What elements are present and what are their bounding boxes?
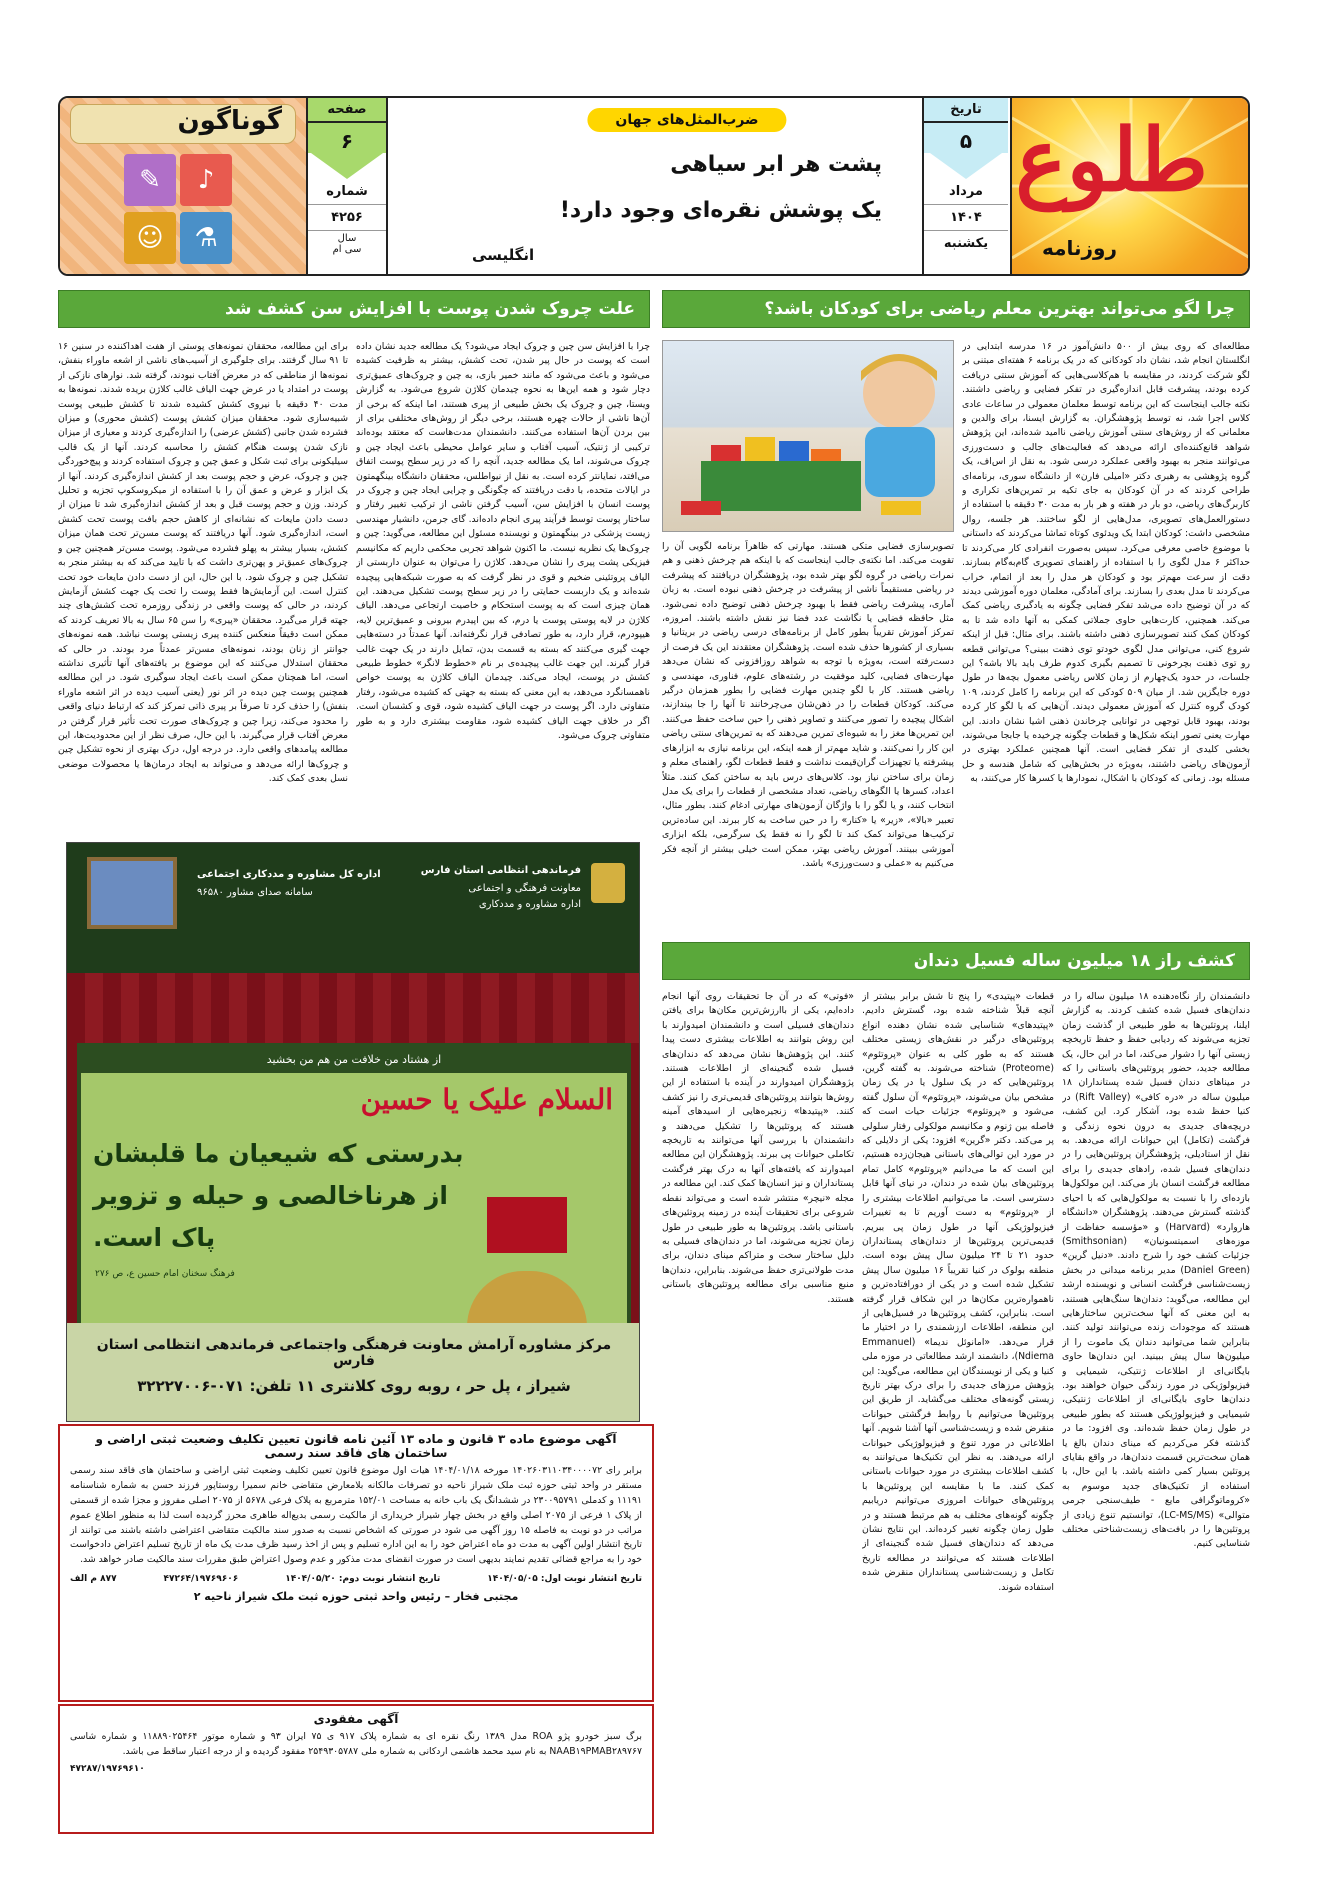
notice-date-1: تاریخ انتشار نوبت اول: ۱۴۰۴/۰۵/۰۵ xyxy=(487,1574,642,1585)
ad-quote-source: فرهنگ سخنان امام حسین ع، ص ۲۷۶ xyxy=(95,1269,235,1279)
article-body-fossil-col3: «فوتی» که در آن جا تحقیقات روی آنها انجام داده‌ایم، یکی از باارزش‌ترین مکان‌ها برای یافتن دندان‌های فسیلی است و دانشمندان امیدوارند با این روش بتوانند به اطلاعات بیشتری دست پیدا کنند. این پژوهش‌ها نشان می‌دهد که دندان‌های فسیل شده گنجینه‌ای از اطلاعات هستند. پژوهشگران امیدوارند در آینده با استفاده از این روش‌ها بتوانند پروتئین‌های قدیمی‌تری را نیز کشف کنند. «پپتیدها» زنجیره‌هایی از اسیدهای آمینه هستند که پروتئین‌ها را تشکیل می‌دهند و دانشمندان با بررسی آنها می‌توانند به تاریخچه تکاملی حیوانات پی ببرند. پژوهشگران این مطالعه امیدوارند که یافته‌های آنها به درک بهتر فرگشت پستانداران و نیز انسان‌ها کمک کند. این مطالعه در مجله «نیچر» منتشر شده است و می‌تواند نقطه شروعی برای تحقیقات آینده در زمینه پروتئین‌های باستانی باشد. پروتئین‌ها به طور طبیعی در طول زمان تجزیه می‌شوند، اما در دندان‌های فسیلی به دلیل ساختار سخت و متراکم مینای دندان، برای مدت طولانی‌تری حفظ می‌شوند. بنابراین، دندان‌ها منبع مناسبی برای مطالعه پروتئین‌های باستانی هستند. xyxy=(662,991,854,1305)
shrine-dome-icon xyxy=(467,1271,587,1327)
microscope-icon: ⚗ xyxy=(180,212,232,264)
notice-ref: ۸۷۷ م الف xyxy=(70,1574,117,1585)
ad-org-line-3: اداره مشاوره و مددکاری xyxy=(478,899,581,910)
ad-org-right-2: سامانه صدای مشاور ۹۶۵۸۰ xyxy=(197,887,313,898)
notice-land-signature: مجتبی فخار – رئیس واحد ثبتی حوزه ثبت ملک شیراز ناحیه ۲ xyxy=(193,1590,519,1604)
lost-notice xyxy=(58,1704,654,1834)
triangle-down-icon xyxy=(930,153,1002,179)
issue-number: ۴۲۵۶ xyxy=(308,205,386,231)
ad-center-line: مرکز مشاوره آرامش معاونت فرهنگی واجتماعی فرماندهی انتظامی استان فارس xyxy=(96,1337,612,1369)
legal-notice-land xyxy=(58,1424,654,1702)
masthead xyxy=(58,96,1250,276)
article-body-lego-col1: مطالعه‌ای که روی بیش از ۵۰۰ دانش‌آموز در ۱۶ مدرسه ابتدایی در انگلستان انجام شد، نشان داد کودکانی که در یک برنامه ۶ هفته‌ای مبتنی بر لگو شرکت کردند، در مقایسه با هم‌کلاسی‌هایی که آموزش سنتی دریافت کرده بودند، پیشرفت قابل اندازه‌گیری در تفکر فضایی و ریاضی داشتند. نکته جالب اینجاست که این برنامه توسط معلمان معمولی در ساعات عادی کلاس اجرا شد، نه توسط پژوهشگران. به گزارش ایسنا، برای والدین و معلمانی که از روش‌های سنتی آموزش ریاضی ناامید شده‌اند، این پژوهش شواهد قانع‌کننده‌ای ارائه می‌دهد که فعالیت‌های جالب و دست‌ورزی می‌توانند منجر به بهبود واقعی عملکرد درسی شود. به نقل از اس‌اف، یک گروه پژوهشی به رهبری دکتر «امیلی فارن» از دانشگاه سوری، برنامه‌ای طراحی کردند که در آن کودکان به جای تکیه بر تمرین‌های تکراری و کاربرگ‌های ریاضی، دو بار در هفته و هر بار به مدت ۳۰ دقیقه با استفاده از دستورالعمل‌های تصویری، مدل‌هایی از لگو ساختند. هر جلسه، روال مشخصی داشت: کودکان ابتدا یک ویدئوی کوتاه تماشا می‌کردند که داستانی با موضوع خاصی معرفی می‌کرد. سپس به‌صورت انفرادی کار می‌کردند تا حداکثر ۶ مدل لگوی را با استفاده از راهنمای تصویری گام‌به‌گام بسازند. دقت از سرعت مهم‌تر بود و کودکان هر مدل را بعد از اتمام، خراب می‌کردند تا مدل بعدی را بسازند. برای آمادگی، معلمان دوره آموزشی دیدند که در آن توضیح داده می‌شد تفکر فضایی چگونه به یادگیری ریاضی کمک می‌کند. همچنین، کارت‌هایی حاوی جملاتی کمکی به آنها داده شد تا به کودکان کمک کنند تصویرسازی ذهنی داشته باشند. برای مثال: قبل از اینکه شروع کنی، می‌توانی مدل لگوی خودتو توی ذهنت ببینی؟ می‌توانی قطعه رو توی ذهنت بچرخونی تا تصمیم بگیری کدوم طرف باید بالا باشه؟ این جلسات، در حدود یک‌چهارم از زمان کلاس ریاضی معمول بچه‌ها در طول دوره جایگزین شد. از میان ۵۰۹ کودکی که این برنامه را کامل کردند، ۱۰۹ کودک گروه کنترل که آموزش معمولی دیدند. آن‌هایی که با لگو کار کرده بودند، بهبود قابل توجهی در توانایی چرخاندن ذهنی اشیا نشان دادند. این مهارت یعنی تصور اینکه شکل‌ها و قطعات چگونه چرخیده یا جابجا می‌شوند، بخشی کلیدی از تفکر فضایی است. آنها همچنین عملکرد بهتری در آزمون‌های ریاضی داشتند، به‌ویژه در بخش‌هایی که شامل هندسه و حل مسئله بود. زمانی که کودکان با اشکال، نمودارها یا کسرها کار می‌کنند، به xyxy=(962,341,1250,785)
ad-pattern-band xyxy=(67,973,640,1043)
ad-header xyxy=(67,843,640,973)
music-instrument-icon: ♪ xyxy=(180,154,232,206)
section-title: گوناگون xyxy=(177,106,282,136)
ad-footer xyxy=(67,1323,640,1422)
ad-org-line-1: فرماندهی انتظامی استان فارس xyxy=(420,865,581,876)
police-counseling-ad xyxy=(66,842,640,1422)
date-year: ۱۴۰۴ xyxy=(924,205,1008,231)
article-body-lego-col2: تصویرسازی فضایی متکی هستند. مهارتی که ظاهراً برنامه لگویی آن را تقویت می‌کند. اما نکته‌ی جالب اینجاست که با اینکه هم چرخش ذهنی و هم نمرات ریاضی در گروه لگو بهتر شده بود، پژوهشگران دریافتند که پیشرفت در ریاضی مستقیماً ناشی از پیشرفت در چرخش ذهنی نبوده است. به زبان آماری، پیشرفت ریاضی فقط با بهبود چرخش ذهنی توضیح داده نمی‌شود. مثل حافظه فضایی یا نگاشت عدد فضا نیز نقش داشته باشند. امروزه، تمرکز آموزش تقریباً بطور کامل از برنامه‌های درسی ریاضی در بریتانیا و بسیاری از کشورها حذف شده است. پژوهشگران معتقدند این یک فرصت از دست‌رفته است، به‌ویژه با توجه به شواهد روزافزونی که نشان می‌دهد مهارت‌های فضایی، کلید موفقیت در رشته‌های علوم، فناوری، مهندسی و ریاضی هستند. کار با لگو چندین مهارت فضایی را بطور همزمان درگیر می‌کند. کودکان قطعات را در ذهن‌شان می‌چرخانند تا آنها را جا بیندازند، اشکال پیچیده را تصور می‌کنند و تصاویر ذهنی را حین ساخت حفظ می‌کنند. این تمرین‌ها مغز را به شیوه‌ای تمرین می‌دهند که به تمرین‌های سنتی ریاضی این کار را نمی‌کنند. و شاید مهم‌تر از همه اینکه، این برنامه نیازی به ابزارهای پیشرفته یا تجهیزات گران‌قیمت نداشت و فقط قطعات لگو، راهنمای معلم و زمان برای ساختن نیاز بود. کلاس‌های درس باید به ساختن کمک کنند. مثلاً اعداد، کسرها یا الگوهای ریاضی، تعداد مشخصی از قطعات را برای یک مدل انتخاب کنند، و یا لگو را با واژگان آزمون‌های مهارتی ادغام کنند. بطور مثال، تعبیر «بالا»، «زیر» یا «کنار» را در حین ساخت به کار ببرند. این ساده‌ترین ترکیب‌ها می‌تواند کمک کند تا لگو را نه فقط یک سرگرمی، بلکه ابزاری آموزشی ببینند. آموزش ریاضی بهتر، ممکن است خیلی بیشتر از آنچه فکر می‌کنیم به «عملی و دست‌ورزی» باشد. xyxy=(662,541,954,869)
palette-icon: ✎ xyxy=(124,154,176,206)
ad-org-line-2: معاونت فرهنگی و اجتماعی xyxy=(468,883,581,894)
notice-lost-body: برگ سبز خودرو پژو ROA مدل ۱۳۸۹ رنگ نقره ای به شماره پلاک ۹۱۷ ی ۷۵ ایران ۹۳ و شماره موتور ۱۱۸۸۹۰۲۵۴۶۴ و شماره شاسی NAAB۱۹PMAB۲۸۹۷۶۷ به نام سید محمد هاشمی اردکانی به شماره ملی ۲۵۴۹۳۰۵۷۸۷ مفقود گردیده و از درجه اعتبار ساقط می باشد. xyxy=(70,1731,643,1757)
ad-quote-line-1: بدرستی که شیعیان ما قلبشان xyxy=(93,1139,464,1168)
notice-date-2: تاریخ انتشار نوبت دوم: ۱۴۰۴/۰۵/۲۰ xyxy=(285,1574,441,1585)
logo-wordmark: طلوع xyxy=(1015,110,1208,211)
date-label: تاریخ xyxy=(924,98,1008,123)
page-column xyxy=(306,98,388,274)
section-box xyxy=(60,98,306,274)
notice-lost-title: آگهی مفقودی xyxy=(313,1712,399,1726)
article-body-skin-col2: برای این مطالعه، محققان نمونه‌های پوستی از هفت اهداکننده در سنین ۱۶ تا ۹۱ سال گرفتند. برای جلوگیری از آسیب‌های ناشی از اشعه ماوراء بنفش، نمونه‌ها از مناطقی که در معرض آفتاب نبودند، گرفته شد. نوارهای نازکی از پوست در امتداد یا در عرض جهت الیاف غالب کلاژن بریده شدند. نمونه‌ها به مدت ۴۰ دقیقه با نیروی کشش کشیده شدند تا کشش طبیعی پوست شبیه‌سازی شود. محققان میزان کشش پوست (کشش محوری) و میزان فشرده شدن جانبی (کشش عرضی) را اندازه‌گیری کردند و معیاری از میزان نازک شدن پوست هنگام کشش را محاسبه کردند. آنها از یک قالب سیلیکونی برای ثبت شکل و عمق چین و چروک استفاده کردند و پیچ‌خوردگی چین و چروک، عرض و حجم پوست بعد از کشش اندازه‌گیری کردند. آنها از یک ابزار و عرض و عمق آن را با استفاده از میکروسکوپ تجزیه و تحلیل کردند. وزن و حجم پوست قبل و بعد از کشش اندازه‌گیری شد تا میزان از دست دادن مایعات که نشانه‌ای از کاهش حجم بافت پوست تحت کشش است، اندازه‌گیری شود. آنها دریافتند که پوست مسن‌تر تحت همان میزان کشش، بسیار بیشتر به پهلو فشرده می‌شود. پوست مسن‌تر همچنین چین و چروک‌های عمیق‌تر و پهن‌تری داشت که با تایید می‌کند که به بیشتر منجر به تشکیل چین و چروک شود. با این حال، این از دست دادن مایعات خود تحت کنترل است. این آزمایش‌ها فقط پوست را تحت یک جهت کشش آزمایش کردند، در حالی که پوست واقعی در زندگی روزمره تحت کشش‌های چند جهته قرار می‌گیرد. محققان «پیری» را سن ۶۵ سال به بالا تعریف کردند که ممکن است دقیقاً منعکس کننده پیری زیستی پوست نباشد. همه نمونه‌های جوانتر از زنان بودند، نمونه‌های مسن‌تر عمدتاً مرد بودند. در حالی که محققان استدلال می‌کنند که این موضوع بر یافته‌های آنها تأثیری نداشته است، اما همچنان ممکن است باعث ایجاد سوگیری شود. در این مطالعه همچنین پوست چین دیده در اثر نور (یعنی آسیب دیده در اثر اشعه ماوراء بنفش) را حذف کرد تا صرفاً بر پیری ذاتی تمرکز کند که ارتباط دنیای واقعی را محدود می‌کند، زیرا چین و چروک‌های صورت تحت تأثیر قرار گرفتن در معرض آفتاب قرار می‌گیرند. با این حال، صرف نظر از این محدودیت‌ها، این مطالعه پیامدهای واقعی دارد. در درجه اول، درک بهتری از نحوه تشکیل چین و چروک‌ها ارائه می‌دهد و می‌تواند به ایجاد درمان‌ها یا محصولات موضعی نسل بعدی کمک کند. xyxy=(58,341,348,785)
date-column xyxy=(922,98,1008,274)
notice-lost-code: ۴۷۲۸۷/۱۹۷۶۹۶۱۰ xyxy=(70,1763,145,1774)
article-body-fossil-col1: دانشمندان راز نگاه‌دهنده ۱۸ میلیون ساله را در دندان‌های فسیل شده کشف کردند. به گزارش ایلنا، پروتئین‌ها به طور طبیعی از گذشت زمان تجزیه می‌شوند که ردیابی حفظ و حفظ تاریخچه زیستی آنها را دشوار می‌کند، اما در این حال، یک مطالعه جدید، حضور پروتئین‌های باستانی را که در میناهای دندان فسیل شده پستانداران ۱۸ میلیون ساله در «دره کافی» (Rift Valley) در کنیا حفظ شده بود، آشکار کرد. این کشف، دریچه‌های جدیدی به درون نحوه زندگی و فرگشت (تکامل) این حیوانات ارائه می‌دهد. به نقل از استادیلی، پژوهشگران پروتئین‌هایی را در دندان‌های فسیل شده، رادهای جدیدی را برای مطالعه فرگشت انسان باز می‌کند. این مولکول‌ها بازده‌ای را با نسبت به مولکول‌هایی که با احیای گذشته گسترش می‌دهند. پژوهشگران «دانشگاه هاروارد» (Harvard) و «مؤسسه حفاظت از موزه‌های اسمیتسونیان» (Smithsonian) جزئیات کشف خود را شرح دادند. «دنیل گرین» (Daniel Green) مدیر برنامه میدانی در بخش زیست‌شناسی فرگشت انسانی و نویسنده ارشد این مطالعه، می‌گوید: دندان‌ها سنگ‌هایی هستند، به این معنی که آنها سخت‌ترین ساختارهایی هستند که موجودات زنده می‌توانند تولید کنند. بنابراین شما می‌توانید دندان یک ماموت را از میلیون‌ها سال پیش ببینید. این دندان‌ها حاوی بایگانی‌ای از اطلاعات ژنتیکی، شیمیایی و فیزیولوژیکی در مورد زندگی حیوان خواهند بود. دندان‌ها حاوی بایگانی‌ای از اطلاعات ژنتیکی، شیمیایی و فیزیولوژیکی هستند که بطور طبیعی در طول زمان حفظ شده‌اند. وی افزود: ما در گذشته فکر می‌کردیم که مینای دندان بالغ یا همان سخت‌ترین قسمت دندان‌ها، در واقع بقایای پروتئین بسیار کمی داشته باشد. با این حال، با استفاده از تکنیک‌های جدید موسوم به «کروماتوگرافی مایع - طیف‌سنجی جرمی متوالی» (LC-MS/MS)، توانستیم تنوع زیادی از پروتئین‌ها را در بافت‌های زیست‌شناختی مختلف شناسایی کنیم. xyxy=(1062,991,1250,1550)
ad-calligraphy: السلام علیک یا حسین xyxy=(360,1083,613,1116)
date-weekday: یکشنبه xyxy=(943,236,989,251)
red-flag-icon xyxy=(487,1197,567,1253)
article-body-fossil-col2: قطعات «پپتیدی» را پنج تا شش برابر بیشتر از آنچه قبلاً شناخته شده بود، گسترش دادیم. «پپتیدهای» شناسایی شده نشان دهنده انواع پروتئین‌های درگیر در نقش‌های زیستی مختلف هستند که به طور کلی به عنوان «پروتئوم» (Proteome) شناخته می‌شوند. به گفته گرین، پروتئین‌هایی که در یک سلول یا در یک زمان مشخص بیان می‌شوند، «پروتئوم» آن سلول گفته می‌شود و «پروتئوم» جزئیات حیات است که فاصله بین ژنوم و مکانیسم مولکولی رفتار سلولی پر می‌کند. دکتر «گرین» افزود: یکی از دلایلی که در مورد این توالی‌های باستانی هیجان‌زده هستیم، این است که ما می‌دانیم «پروتئوم» کامل تمام پروتئین‌های بیان شده در دندان، در نیای آنها قابل دسترسی است. ما می‌توانیم اطلاعات بیشتری را از «پروتئوم» به دست آوریم تا به تغییرات فیزیولوژیکی آنها در طول زمان پی ببریم. قدیمی‌ترین پروتئین‌ها از دندان‌های پستانداران حدود ۲۱ تا ۲۴ میلیون سال پیش بوده است. منطقه بولوک در کنیا تقریباً ۱۶ میلیون سال پیش تشکیل شده است و در یکی از دورافتاده‌ترین و ناهمواره‌ترین مکان‌ها در این شکاف قرار گرفته است. بنابراین، کشف پروتئین‌ها در فسیل‌هایی از این منطقه، اطلاعات ارزشمندی را در اختیار ما قرار می‌دهد. «امانوئل ندیما» (Emmanuel Ndiema)، دانشمند ارشد مطالعاتی در موزه ملی کنیا و یکی از نویسندگان این مطالعه، می‌گوید: این پژوهش مرزهای جدیدی را برای درک بهتر تاریخ زیستی گونه‌های مختلف می‌گشاید. از طریق این پروتئین‌ها می‌توانیم با روابط فرگشتی حیوانات منقرض شده و زیست‌شناسی آنها آشنا شویم. آنها اطلاعاتی در مورد تنوع و فیزیولوژیکی حیوانات ارائه می‌دهند. به نظر این تکنیک‌ها می‌توانند به کشف اطلاعات بیشتری در مورد حیوانات باستانی کمک کنند. ما با مقایسه این پروتئین‌ها با پروتئین‌های حیوانات امروزی می‌توانیم دریابیم چگونه گونه‌های مختلف به هم مرتبط هستند و در طول زمان چگونه تغییر کرده‌اند. این نتایج نشان می‌دهد که دندان‌های فسیل شده گنجینه‌ای از اطلاعات هستند که می‌توانند در مطالعه تاریخ تکامل و زیست‌شناسی پستانداران منقرض شده استفاده شوند. xyxy=(862,991,1054,1593)
proverb-line-1: پشت هر ابر سیاهی xyxy=(670,152,882,177)
child-lego-photo xyxy=(662,340,954,532)
proverb-language: انگلیسی xyxy=(472,246,535,264)
article-body-skin-col1: چرا با افزایش سن چین و چروک ایجاد می‌شود؟ یک مطالعه جدید نشان داده است که پوست در حال پیر شدن، تحت کشش، بیشتر به ظرفیت کشیده می‌شود و باعث می‌شود که مانند خمیر بازی، به چین و چروک‌های عمیق‌تری دچار شود و همه این‌ها به نحوه چیدمان کلاژن شروع می‌شود. به گزارش ویستا، چین و چروک یک بخش طبیعی از پیری هستند، اما اینکه که برخی از آن‌ها ناشی از حالات چهره هستند، برخی دیگر از روش‌های مختلفی برای از بین بردن آن‌ها استفاده می‌کنند. دانشمندان مدت‌هاست که معتقد بوده‌اند ترکیبی از ژنتیک، آسیب آفتاب و سایر عوامل محیطی باعث ایجاد چین و چروک می‌شوند، اما یک مطالعه جدید، آنچه را که در زیر سطح پوست اتفاق می‌افتد، نمایانتر کرده است. به نقل از نیواطلس، محققان دانشگاه بینگهمتون در ایالات متحده، با دقت دریافتند که چگونگی و چرایی ایجاد چین و چروک در پوست انسان با افزایش سن، آسیب گرفتن ناشی از ترکیب تغییر رفتار و ساختار پوست توسط فرآیند پیری انجام داده‌اند. گای جرمن، دانشیار مهندسی زیست پزشکی در بینگهمتون و نویسنده مسئول این مطالعه، می‌گوید: چین و چروک‌ها یک نظریه نیست. ما اکنون شواهد تجربی محکمی داریم که مکانیسم فیزیکی پشت پیری را نشان می‌دهد. کلاژن را می‌توان به عنوان داربستی از الیاف پروتئینی ضخیم و قوی در نظر گرفت که به صورت شبکه‌هایی پیچیده شده‌اند و یک داربست حمایتی را در زیر سطح پوست تشکیل می‌دهند. این همان چیزی است که به پوست استحکام و خاصیت ارتجاعی می‌دهد. الیاف کلاژن در لایه پوستی پوست یا درم، که بین اپیدرم بیرونی و عمیق‌ترین لایه، هیپودرم، قرار دارد، به طور تصادفی قرار نگرفته‌اند. آنها عمدتاً در دسته‌هایی جهت گیری می‌کنند که بسته به قسمت بدن، تمایل دارند در یک جهت غالب قرار گیرند. این جهت غالب پیچیده‌ی بر نام «خطوط لانگر» خطوط طبیعی کشش در پوست، ایجاد می‌کند. چیدمان الیاف کلاژن به پوست خواص ناهمسانگرد می‌دهد، به این معنی که بسته به جهتی که کشیده می‌شود، رفتار متفاوتی دارد. اگر پوست در جهت الیاف کشیده شود، قوی و کشسان است. اگر در خلاف جهت الیاف کشیده شود، مقاومت بیشتری دارد و به طور متفاوتی چروک می‌شود. xyxy=(356,341,650,741)
article-title-fossil: کشف راز ۱۸ میلیون ساله فسیل دندان xyxy=(662,942,1250,980)
proverb-tag: ضرب‌المثل‌های جهان xyxy=(587,108,786,132)
notice-land-dates xyxy=(70,1574,642,1584)
lego-photo-illustration xyxy=(662,341,953,532)
issue-label: شماره xyxy=(308,179,386,205)
article-title-lego: چرا لگو می‌تواند بهترین معلم ریاضی برای کودکان باشد؟ xyxy=(662,290,1250,328)
triangle-down-icon xyxy=(311,153,383,179)
notice-code: ۴۷۲۶۴/۱۹۷۶۹۶۰۶ xyxy=(163,1574,239,1585)
ad-address-line: شیراز ، پل حر ، روبه روی کلانتری ۱۱ تلفن: ۰۷۱-۳۲۲۲۷۰۰۶ xyxy=(137,1377,571,1395)
article-title-skin: علت چروک شدن پوست با افزایش سن کشف شد xyxy=(58,290,650,328)
ad-quote-panel xyxy=(77,1043,631,1333)
ad-quote-line-3: پاک است. xyxy=(93,1223,216,1252)
police-emblem-icon xyxy=(591,863,625,903)
logo-subtitle: روزنامه xyxy=(1042,236,1117,260)
page-number: ۶ xyxy=(308,123,386,153)
page-label: صفحه xyxy=(308,98,386,123)
date-month: مرداد xyxy=(924,179,1008,205)
notice-land-title: آگهی موضوع ماده ۳ قانون و ماده ۱۳ آئین نامه قانون تعیین تکلیف وضعیت ثبتی اراضی و ساختمان های فاقد سند رسمی xyxy=(95,1432,617,1460)
year-label: سال xyxy=(337,233,357,244)
ad-quote-header: از هشتاد من خلافت من هم من بخشید xyxy=(81,1047,627,1073)
ad-quote-line-2: از هرناخالصی و حیله و تزویر xyxy=(93,1181,448,1210)
proverb-box xyxy=(452,98,922,274)
date-day: ۵ xyxy=(924,123,1008,153)
newspaper-logo xyxy=(1010,98,1248,274)
theater-masks-icon: ☺ xyxy=(124,212,176,264)
notice-land-body: برابر رای ۱۴۰۲۶۰۳۱۱۰۳۴۰۰۰۰۷۲ مورخه ۱۴۰۴/۰۱/۱۸ هیات اول موضوع قانون تعیین تکلیف وضعیت ثبتی اراضی و ساختمان های فاقد سند رسمی مستقر در واحد ثبتی حوزه ثبت ملک شیراز ناحیه دو تصرفات مالکانه بلامعارض متقاضی خانم سمیرا روستاپور فرزند حسن به شماره شناسنامه ۱۱۱۹۱ و کدملی ۲۳۰۰۹۵۷۹۱ در ششدانگ یک باب خانه به مساحت ۱۵۲/۰۱ مترمربع به پلاک فرعی ۵۶۷۸ از ۲۰۷۵ اصلی مفروز و مجزا شده از قسمتی از پلاک ۱ فرعی از ۲۰۷۵ اصلی واقع در بخش چهار شیراز خریداری از مالکیت رسمی بدیع‌اله طاهری محرز گردیده است لذا به منظور اطلاع عموم مراتب در دو نوبت به فاصله ۱۵ روز آگهی می شود در صورتی که اشخاص نسبت به صدور سند مالکیت متقاضی اعتراضی داشته باشند می توانند از تاریخ انتشار اولین آگهی به مدت دو ماه اعتراض خود را به این اداره تسلیم و پس از اخذ رسید ظرف مدت یک ماه از تاریخ تسلیم اعتراض دادخواست خود را به مراجع قضائی تقدیم نمایند بدیهی است در صورت انقضای مدت مذکور و عدم وصول اعتراض طبق مقررات سند مالکیت صادر خواهد شد. xyxy=(70,1465,643,1566)
year-value: سی ام xyxy=(332,244,362,255)
proverb-line-2: یک پوشش نقره‌ای وجود دارد! xyxy=(559,198,882,223)
window-icon xyxy=(87,857,177,929)
ad-org-right-1: اداره کل مشاوره و مددکاری اجتماعی xyxy=(197,869,381,880)
